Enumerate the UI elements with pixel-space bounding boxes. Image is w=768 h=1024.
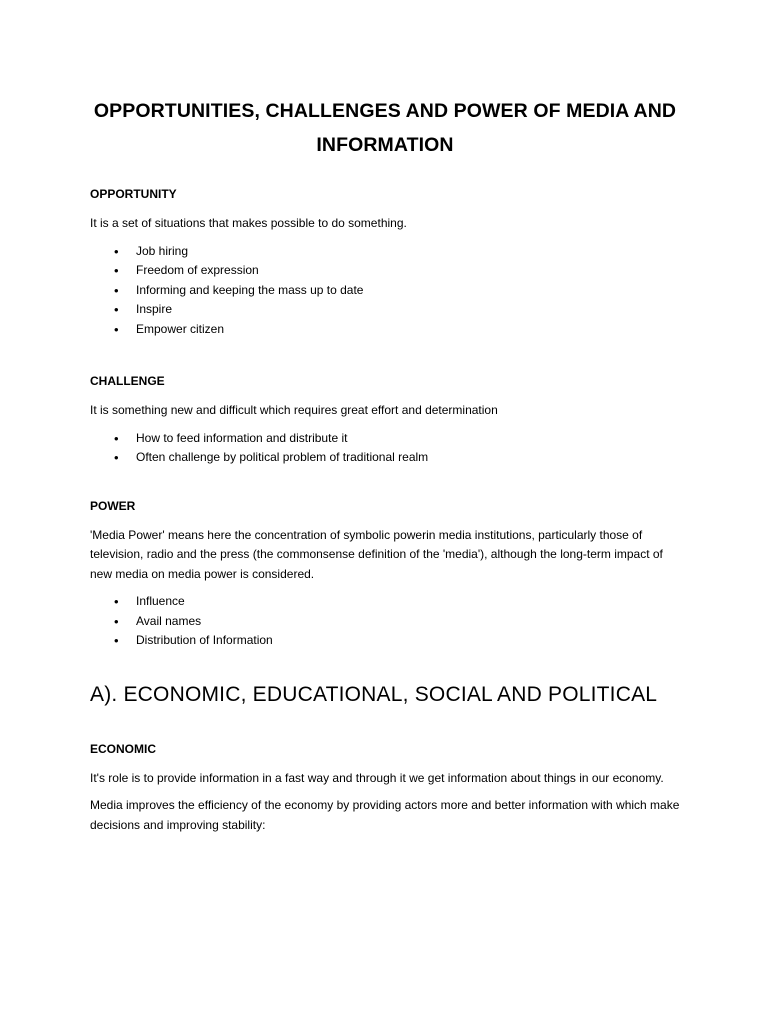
power-heading: POWER <box>90 498 136 513</box>
economic-paragraph: It's role is to provide information in a fast way and through it we get information about things in our economy. <box>90 770 664 785</box>
opportunity-definition: It is a set of situations that makes possible to do something. <box>90 216 407 230</box>
bullet-item: • Influence <box>90 592 680 612</box>
bullet-item: • Informing and keeping the mass up to date <box>90 281 680 301</box>
bullet-item: • Freedom of expression <box>90 261 680 281</box>
bullet-item: • Distribution of Information <box>90 631 680 651</box>
bullet-item: • Avail names <box>90 612 680 632</box>
challenge-section <box>90 373 680 468</box>
economic-section <box>90 741 680 836</box>
bullet-item: • Inspire <box>90 300 680 320</box>
spacer <box>90 339 680 373</box>
bullet-item: • Job hiring <box>90 242 680 262</box>
opportunity-bullet-list <box>90 242 680 340</box>
bullet-item: • Empower citizen <box>90 320 680 340</box>
opportunity-heading: OPPORTUNITY <box>90 187 177 201</box>
challenge-bullet-list <box>90 429 680 468</box>
power-definition: 'Media Power' means here the concentration of symbolic powerin media institutions, particularly those of television, radio and the press (the commonsense definition of the 'media'), although the long-term impact of new media on media power is considered. <box>90 527 663 581</box>
spacer <box>90 468 680 498</box>
challenge-definition: It is something new and difficult which requires great effort and determination <box>90 403 498 417</box>
economic-heading: ECONOMIC <box>90 741 156 756</box>
power-bullet-list <box>90 592 680 651</box>
bullet-item: • How to feed information and distribute it <box>90 429 680 449</box>
opportunity-section <box>90 186 680 339</box>
bullet-item: • Often challenge by political problem of traditional realm <box>90 448 680 468</box>
power-section <box>90 498 680 651</box>
challenge-heading: CHALLENGE <box>90 374 165 388</box>
economic-paragraph: Media improves the efficiency of the economy by providing actors more and better information with which make decisions and improving stability: <box>90 798 680 832</box>
document-title: OPPORTUNITIES, CHALLENGES AND POWER OF MEDIA AND INFORMATION <box>93 100 677 156</box>
section-a-heading: A). ECONOMIC, EDUCATIONAL, SOCIAL AND POLITICAL <box>90 682 658 706</box>
